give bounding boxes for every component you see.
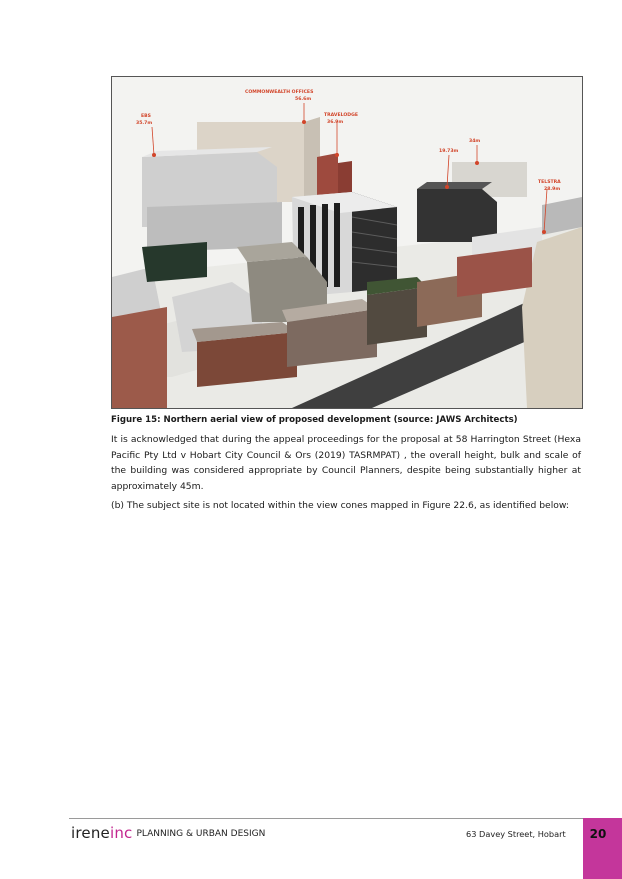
label-ebs-height: 35.7m (136, 121, 153, 126)
label-ebs: EBS (141, 114, 151, 119)
footer-divider (69, 818, 583, 819)
aerial-view-illustration (112, 77, 582, 408)
label-commonwealth-height: 56.6m (295, 97, 312, 102)
page-number: 20 (589, 827, 607, 841)
brand-name-inc: inc (109, 824, 133, 842)
page-number-box (583, 818, 622, 879)
body-paragraph-1: It is acknowledged that during the appeal proceedings for the proposal at 58 Harrington Street (Hexa Pacific Pty Ltd v Hobart City Council & Ors (2019) TASRMPAT) , the overall height, bulk and scale of the building was considered appropriate by Council Planners, despite being substantially higher at approximately 45m. (111, 434, 581, 492)
footer-address: 63 Davey Street, Hobart (466, 829, 566, 839)
brand-tagline: PLANNING & URBAN DESIGN (136, 829, 266, 839)
footer-brand-logo (71, 823, 265, 842)
figure-caption: Figure 15: Northern aerial view of proposed development (source: JAWS Architects) (111, 415, 518, 425)
label-travelodge-height: 36.9m (327, 120, 344, 125)
label-commonwealth-offices: COMMONWEALTH OFFICES (245, 90, 314, 95)
label-telstra: TELSTRA (538, 180, 561, 185)
label-telstra-height: 28.9m (544, 187, 561, 192)
label-travelodge: TRAVELODGE (324, 113, 358, 118)
body-paragraph-2: (b) The subject site is not located within the view cones mapped in Figure 22.6, as identified below: (111, 500, 569, 511)
brand-name-irene: irene (71, 824, 110, 842)
label-34m: 34m (469, 139, 481, 144)
label-1973m: 19.73m (439, 149, 459, 154)
figure-image (111, 76, 583, 409)
